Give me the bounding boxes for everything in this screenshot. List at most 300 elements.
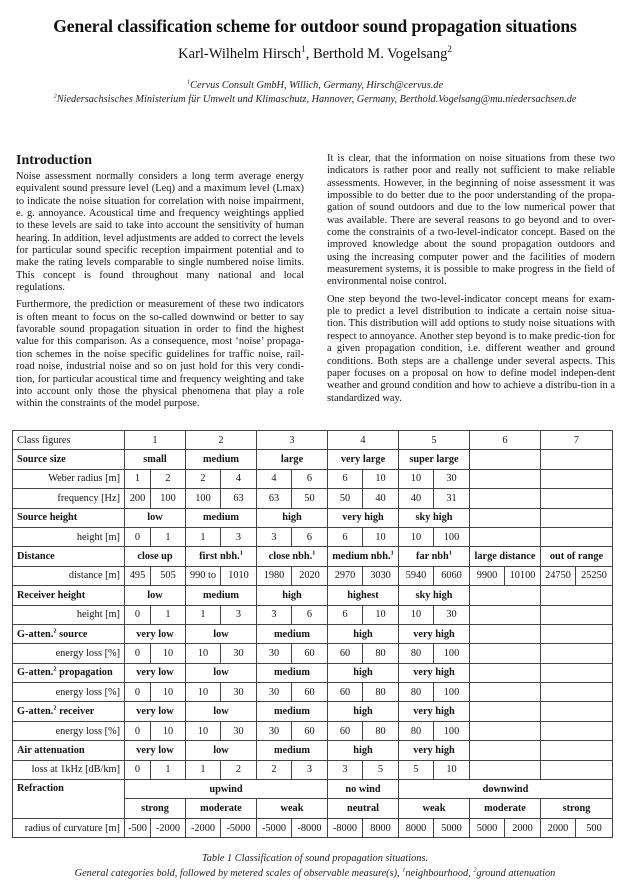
measure-label <box>13 683 125 702</box>
measure-value <box>399 489 434 508</box>
measure-value <box>434 721 470 740</box>
category-level-text: very high <box>413 744 455 756</box>
measure-value-text: 1 <box>134 473 141 485</box>
category-label-text: Distance <box>17 551 55 563</box>
paper-title: General classification scheme for outdoor sound propagation situations <box>53 16 577 36</box>
measure-value-text: 100 <box>443 725 460 737</box>
class-figures-label-text: Class figures <box>17 434 71 446</box>
measure-value-text: 4 <box>235 473 242 485</box>
measure-value-text: 6 <box>342 609 348 621</box>
measure-value-text: 30 <box>446 473 457 485</box>
measure-value-text: 60 <box>339 647 351 659</box>
refraction-strength <box>470 799 541 818</box>
measure-value-text: 2000 <box>512 822 533 834</box>
category-level <box>470 508 541 527</box>
measure-value-text: 10 <box>197 725 209 737</box>
measure-value-text: 25250 <box>581 570 607 582</box>
footnote-mark: 2 <box>53 665 57 673</box>
measure-value <box>125 489 151 508</box>
measure-value <box>221 469 257 488</box>
measure-value-text: 2020 <box>299 570 320 582</box>
measure-value <box>328 818 363 837</box>
category-level-text: close up <box>137 551 173 563</box>
measure-value <box>363 489 399 508</box>
measure-value <box>292 760 328 779</box>
measure-value-text: -8000 <box>332 822 358 834</box>
class-figure <box>125 431 186 450</box>
measure-value-text: 5000 <box>441 822 462 834</box>
refraction-strength-text: weak <box>280 803 304 815</box>
measure-value <box>151 644 186 663</box>
section-heading: Introduction <box>16 153 92 168</box>
measure-value-text: 80 <box>375 647 386 659</box>
footnote-mark: 1 <box>402 866 406 874</box>
measure-row <box>13 683 613 702</box>
paragraph: Noise assessment normally considers a long term average energy equivalent sound pressure level (Leq) and a maximum level (Lmax) to indicate the noise situation for correlation with noise impairment, e. g. annoyance. Acoustical time and frequency weightings applied to these levels are said to take into account the sensitivity of human hearing. In addition, level adjustments are added to correct the levels for particular sound specific reception impairment potential and to make the rating levels comparable to single numbered noise limits. This concept is found throughout many national and local regulations. <box>16 171 304 294</box>
category-level <box>541 741 613 760</box>
measure-value-text: 1 <box>165 609 171 621</box>
category-label-text: G-atten. <box>17 667 54 679</box>
measure-label <box>13 760 125 779</box>
category-level <box>470 450 541 469</box>
category-label <box>13 450 125 469</box>
footnote-mark: 1 <box>448 549 452 557</box>
measure-value <box>221 644 257 663</box>
category-label-text: Air attenuation <box>17 744 85 756</box>
measure-row <box>13 760 613 779</box>
measure-value-text: 505 <box>160 570 176 582</box>
measure-value <box>257 721 292 740</box>
measure-value-text: 80 <box>410 725 422 737</box>
category-level-text: very low <box>136 667 174 679</box>
category-level-text: very large <box>340 454 386 466</box>
measure-value <box>292 644 328 663</box>
measure-value <box>125 644 151 663</box>
measure-value-text: -8000 <box>297 822 322 834</box>
category-level-text: medium <box>202 589 240 601</box>
measure-value <box>434 683 470 702</box>
footnote-mark: 1 <box>239 549 243 557</box>
category-label <box>13 508 125 527</box>
measure-value-text: 0 <box>134 609 141 621</box>
measure-value <box>257 683 292 702</box>
refraction-direction-text: downwind <box>482 783 529 795</box>
category-label <box>13 780 125 819</box>
measure-value <box>399 721 434 740</box>
measure-value <box>292 469 328 488</box>
empty-cell <box>541 683 613 702</box>
class-figure-text: 2 <box>218 434 224 446</box>
measure-value <box>186 469 221 488</box>
empty-cell <box>470 489 541 508</box>
category-level <box>125 450 186 469</box>
class-figure <box>186 431 257 450</box>
category-level <box>541 586 613 605</box>
category-level-text: high <box>282 589 302 601</box>
measure-value <box>151 818 186 837</box>
measure-value-text: 1 <box>165 764 171 776</box>
empty-cell <box>470 469 541 488</box>
category-level <box>399 450 470 469</box>
category-level <box>399 624 470 643</box>
category-level <box>399 586 470 605</box>
measure-value <box>576 818 613 837</box>
category-level <box>186 702 257 721</box>
refraction-strength <box>186 799 257 818</box>
category-level <box>541 624 613 643</box>
measure-value-text: 100 <box>443 686 460 698</box>
measure-value-text: 5000 <box>476 822 498 834</box>
measure-label <box>13 566 125 585</box>
measure-value-text: 1980 <box>263 570 285 582</box>
measure-value <box>221 760 257 779</box>
measure-value-text: 5 <box>377 764 384 776</box>
measure-value-text: 500 <box>586 822 602 834</box>
measure-value <box>363 760 399 779</box>
measure-value-text: 0 <box>134 686 141 698</box>
empty-cell <box>541 644 613 663</box>
measure-value <box>221 721 257 740</box>
category-label-text: G-atten. <box>17 628 54 640</box>
measure-value-text: 10 <box>197 647 209 659</box>
measure-row <box>13 605 613 624</box>
measure-value-text: -5000 <box>261 822 287 834</box>
measure-value-text: 3 <box>235 609 242 621</box>
class-figure-text: 6 <box>502 434 508 446</box>
measure-value <box>151 605 186 624</box>
category-level <box>186 508 257 527</box>
measure-label <box>13 527 125 546</box>
category-level-text: close nbh. <box>268 551 313 563</box>
category-label-text: Source height <box>17 512 78 524</box>
refraction-strength-text: strong <box>141 803 169 815</box>
measure-value <box>186 818 221 837</box>
measure-value-text: 30 <box>268 686 280 698</box>
measure-value <box>541 818 576 837</box>
empty-cell <box>541 469 613 488</box>
category-label-text: Refraction <box>17 783 64 795</box>
category-row <box>13 702 613 721</box>
measure-value <box>257 605 292 624</box>
measure-value <box>125 469 151 488</box>
measure-value <box>125 760 151 779</box>
measure-value <box>434 818 470 837</box>
category-row <box>13 624 613 643</box>
author-mark: 2 <box>447 44 452 55</box>
measure-label-text: height [m] <box>76 531 120 543</box>
measure-label-text: frequency [Hz] <box>57 492 120 504</box>
measure-value <box>125 527 151 546</box>
category-level <box>257 624 328 643</box>
category-level-text: very low <box>136 706 174 718</box>
category-level-text: far nbh <box>416 551 449 563</box>
author-name: Karl-Wilhelm Hirsch <box>178 46 302 62</box>
measure-value <box>363 527 399 546</box>
category-level <box>328 586 399 605</box>
measure-value <box>221 605 257 624</box>
measure-value-text: 6 <box>342 531 348 543</box>
measure-value <box>151 489 186 508</box>
measure-value <box>151 683 186 702</box>
category-level-text: medium <box>273 706 311 718</box>
category-level <box>186 624 257 643</box>
measure-value <box>399 527 434 546</box>
category-level <box>257 702 328 721</box>
measure-label <box>13 469 125 488</box>
measure-value-text: 10100 <box>509 570 536 582</box>
measure-value-text: 6 <box>342 473 348 485</box>
category-level <box>399 508 470 527</box>
measure-value-text: 31 <box>446 492 457 504</box>
category-label <box>13 624 125 643</box>
footnote-mark: 2 <box>473 866 477 874</box>
measure-value <box>399 683 434 702</box>
measure-value-text: 2 <box>165 473 171 485</box>
measure-value <box>257 566 292 585</box>
measure-label-text: energy loss [%] <box>55 647 120 659</box>
measure-value-text: 10 <box>162 686 174 698</box>
measure-value-text: 30 <box>233 647 244 659</box>
measure-value <box>470 818 505 837</box>
class-figure <box>399 431 470 450</box>
measure-value-text: 63 <box>268 492 280 504</box>
measure-value <box>221 527 257 546</box>
class-figure-text: 1 <box>152 434 158 446</box>
measure-value <box>257 760 292 779</box>
category-level-text: sky high <box>415 512 453 524</box>
category-level-text: high <box>353 706 373 718</box>
measure-value <box>399 566 434 585</box>
measure-value <box>292 566 328 585</box>
category-level <box>470 741 541 760</box>
refraction-direction <box>328 780 399 799</box>
measure-value <box>328 489 363 508</box>
affiliation-mark: 2 <box>53 92 57 100</box>
measure-value-text: 2970 <box>334 570 356 582</box>
author-mark: 1 <box>301 44 306 55</box>
measure-value-text: 6 <box>306 609 313 621</box>
measure-label-text: Weber radius [m] <box>48 473 120 485</box>
measure-value <box>186 760 221 779</box>
category-level-text: low <box>213 628 229 640</box>
empty-cell <box>470 721 541 740</box>
measure-value-text: 100 <box>195 492 211 504</box>
category-level-text: sky high <box>415 589 453 601</box>
measure-value-text: 2 <box>235 764 242 776</box>
class-figure <box>328 431 399 450</box>
measure-value <box>125 566 151 585</box>
class-figure-text: 5 <box>431 434 437 446</box>
category-label <box>13 586 125 605</box>
measure-value-text: -5000 <box>226 822 251 834</box>
measure-value <box>363 605 399 624</box>
measure-value-text: 10 <box>410 609 422 621</box>
measure-value <box>221 683 257 702</box>
measure-value <box>363 818 399 837</box>
affiliation-text: Niedersachsisches Ministerium für Umwelt und Klimaschutz, Hannover, Germany, Berthold.Vogelsang@mu.niedersachsen.de <box>56 94 577 105</box>
measure-value <box>328 469 363 488</box>
measure-value-text: 0 <box>134 764 141 776</box>
category-level-text: low <box>147 589 163 601</box>
category-level <box>328 450 399 469</box>
measure-value <box>292 489 328 508</box>
measure-value <box>186 527 221 546</box>
measure-value-text: 40 <box>410 492 422 504</box>
measure-value <box>399 469 434 488</box>
measure-value-text: 9900 <box>476 570 498 582</box>
measure-row <box>13 818 613 837</box>
measure-value <box>328 721 363 740</box>
measure-value <box>151 760 186 779</box>
measure-value <box>576 566 613 585</box>
refraction-direction <box>399 780 613 799</box>
category-level-text: very high <box>413 628 455 640</box>
measure-row <box>13 566 613 585</box>
measure-value <box>434 644 470 663</box>
measure-value-text: 2 <box>200 473 206 485</box>
measure-value-text: 100 <box>443 531 460 543</box>
measure-value-text: -500 <box>128 822 147 834</box>
category-level <box>125 741 186 760</box>
measure-value-text: 10 <box>375 531 386 543</box>
table-caption-note <box>0 868 630 879</box>
measure-value <box>292 818 328 837</box>
measure-value <box>434 566 470 585</box>
category-level <box>470 586 541 605</box>
measure-value-text: 10 <box>375 609 386 621</box>
measure-label <box>13 605 125 624</box>
affiliation <box>0 80 630 91</box>
category-level <box>186 741 257 760</box>
measure-value-text: 1 <box>200 764 206 776</box>
category-level-text: super large <box>409 454 459 466</box>
category-row <box>13 450 613 469</box>
refraction-strength <box>125 799 186 818</box>
measure-label-text: radius of curvature [m] <box>24 822 120 834</box>
measure-value-text: 3 <box>306 764 313 776</box>
measure-value-text: 10 <box>162 725 174 737</box>
measure-value <box>328 760 363 779</box>
affiliation-mark: 1 <box>186 78 191 86</box>
category-level <box>541 547 613 566</box>
author-name: Berthold M. Vogelsang <box>312 46 448 62</box>
measure-value-text: 3 <box>342 764 348 776</box>
paragraph: One step beyond the two-level-indicator concept means for exam-ple to predict a level distribution to indicate a certain noise situa-tion. This distribution will add options to study noise situations with respect to annoyance. Another step beyond is to make predic-tion for a given propagation condition, i.e. different weather and ground conditions. Both steps are a challenge under several aspects. This paper focuses on a proposal on how to define model indepen-dent weather and ground condition and how to achieve a distribu-tion in a standardized way. <box>327 293 615 404</box>
category-level-text: medium <box>273 744 311 756</box>
category-level <box>470 624 541 643</box>
category-level-text: high <box>353 744 373 756</box>
category-level <box>328 663 399 682</box>
measure-value-text: 1 <box>165 531 171 543</box>
measure-label <box>13 489 125 508</box>
class-figure <box>470 431 541 450</box>
measure-value <box>328 566 363 585</box>
category-row <box>13 508 613 527</box>
measure-value-text: 60 <box>304 647 315 659</box>
empty-cell <box>541 605 613 624</box>
category-label-rest: propagation <box>56 667 113 679</box>
category-level <box>125 663 186 682</box>
measure-value-text: 5940 <box>405 570 427 582</box>
measure-value-text: 10 <box>410 473 422 485</box>
measure-value <box>470 566 505 585</box>
measure-value-text: 8000 <box>405 822 427 834</box>
measure-label <box>13 644 125 663</box>
category-level <box>125 586 186 605</box>
category-label-text: G-atten. <box>17 706 54 718</box>
measure-label-text: loss at 1kHz [dB/km] <box>31 764 120 776</box>
measure-value-text: 40 <box>375 492 386 504</box>
measure-value <box>399 760 434 779</box>
measure-label <box>13 818 125 837</box>
measure-value-text: 4 <box>271 473 277 485</box>
empty-cell <box>470 527 541 546</box>
measure-value-text: 6 <box>306 531 313 543</box>
measure-label <box>13 721 125 740</box>
category-label-text: Receiver height <box>17 589 86 601</box>
category-label-rest: source <box>56 628 88 640</box>
measure-value <box>151 566 186 585</box>
measure-value-text: 6 <box>306 473 313 485</box>
measure-value <box>186 683 221 702</box>
measure-row <box>13 469 613 488</box>
category-label-rest: receiver <box>56 706 95 718</box>
measure-value <box>399 644 434 663</box>
category-level <box>186 450 257 469</box>
measure-value <box>363 566 399 585</box>
measure-value-text: 2 <box>271 764 277 776</box>
measure-value <box>328 644 363 663</box>
category-level-text: medium <box>273 667 311 679</box>
measure-value-text: 990 to <box>189 570 217 582</box>
category-level <box>186 586 257 605</box>
empty-cell <box>541 489 613 508</box>
measure-row <box>13 527 613 546</box>
measure-value <box>125 605 151 624</box>
measure-value <box>292 683 328 702</box>
category-level <box>186 547 257 566</box>
category-level <box>470 663 541 682</box>
refraction-strength <box>328 799 399 818</box>
refraction-strength-text: moderate <box>484 803 526 815</box>
measure-value <box>257 527 292 546</box>
measure-label-text: energy loss [%] <box>55 725 120 737</box>
measure-value-text: 60 <box>304 686 315 698</box>
category-level-text: medium <box>273 628 311 640</box>
table-caption: Table 1 Classification of sound propagation situations. <box>201 853 429 864</box>
measure-value <box>505 566 541 585</box>
category-level <box>470 702 541 721</box>
refraction-direction <box>125 780 328 799</box>
empty-cell <box>470 760 541 779</box>
measure-value <box>328 683 363 702</box>
measure-value-text: 6060 <box>441 570 462 582</box>
empty-cell <box>470 605 541 624</box>
measure-value-text: 1 <box>200 609 206 621</box>
empty-cell <box>541 760 613 779</box>
measure-value-text: 80 <box>375 725 386 737</box>
category-level-text: high <box>353 667 373 679</box>
measure-value-text: 3 <box>235 531 242 543</box>
measure-row <box>13 721 613 740</box>
footnote-mark: 2 <box>53 704 57 712</box>
measure-value-text: -2000 <box>155 822 181 834</box>
measure-value <box>151 527 186 546</box>
measure-value-text: 200 <box>129 492 146 504</box>
measure-value-text: 60 <box>304 725 315 737</box>
measure-value-text: 3 <box>271 531 277 543</box>
measure-value <box>505 818 541 837</box>
